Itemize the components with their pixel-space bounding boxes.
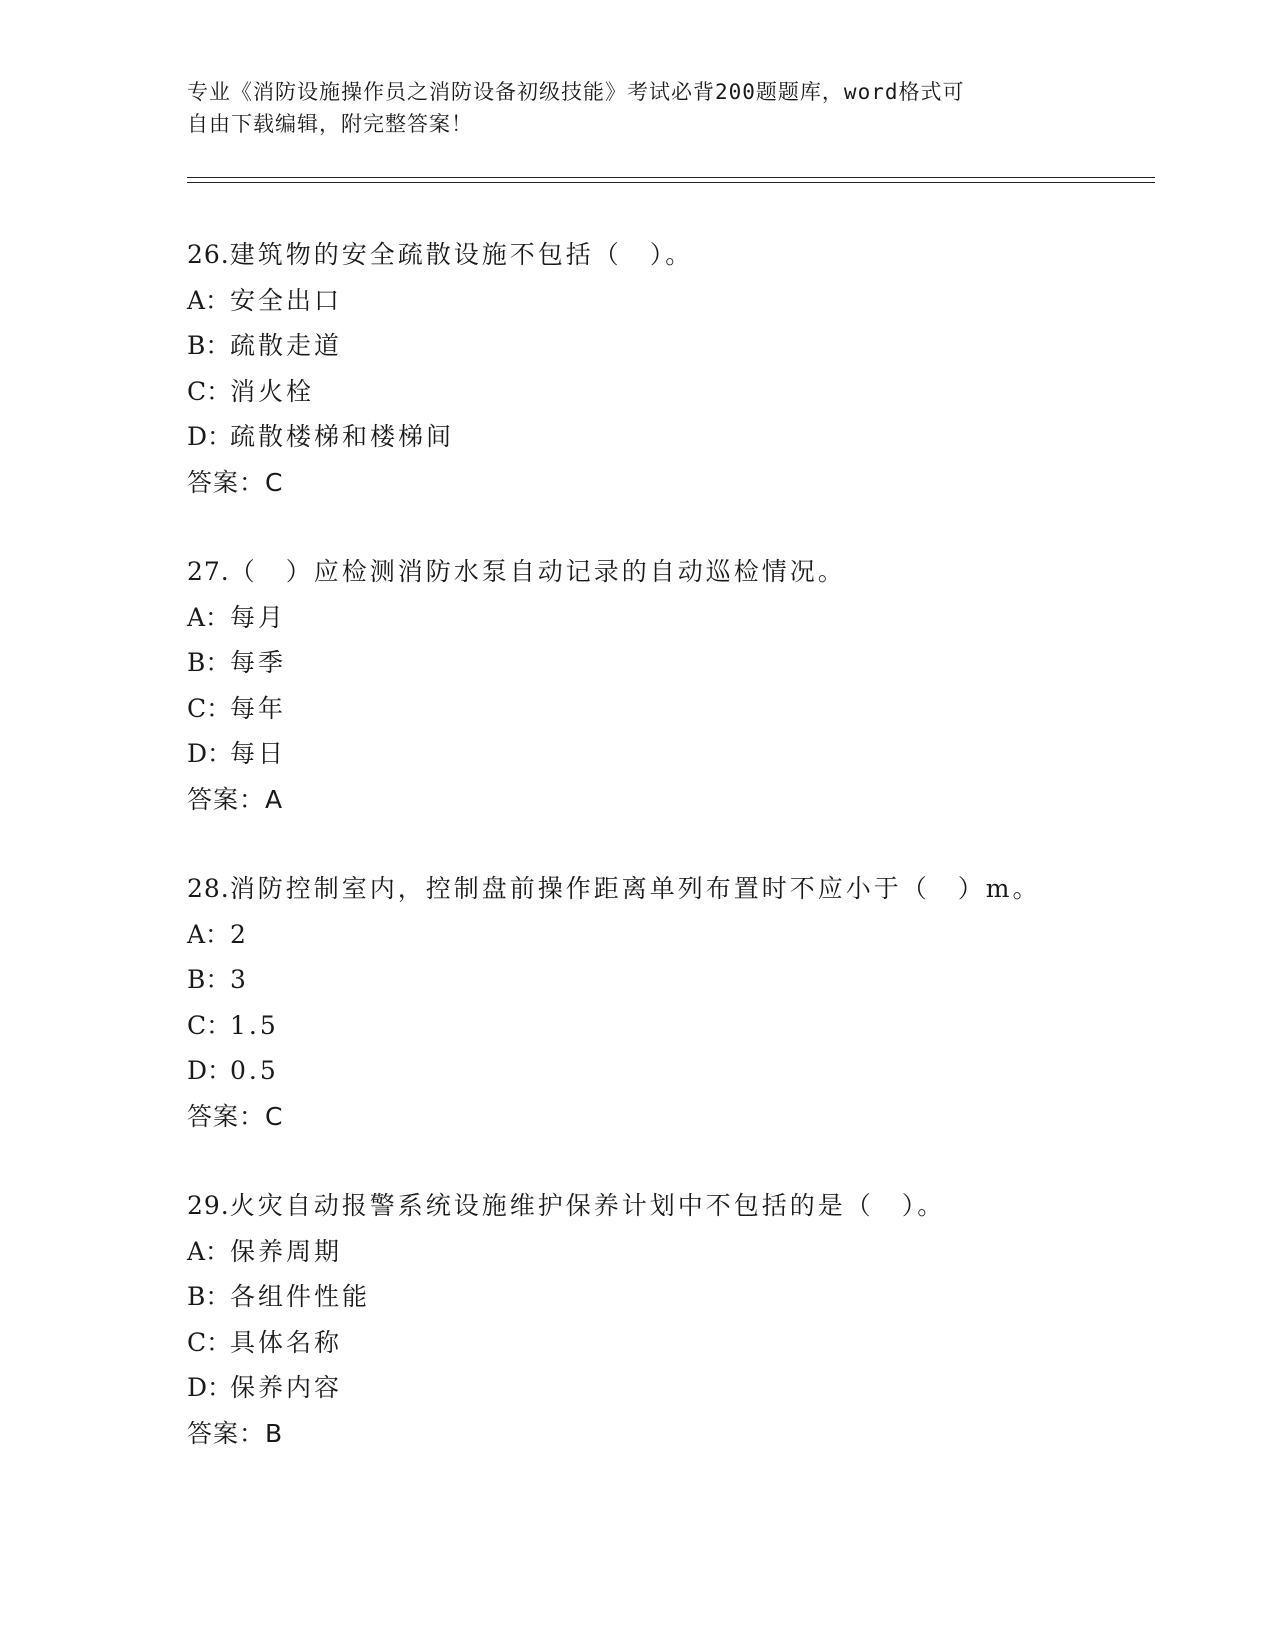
option-text: 疏散楼梯和楼梯间: [230, 422, 455, 451]
answer: 答案：C: [187, 1101, 284, 1131]
question-29: [187, 1183, 1147, 1456]
question-27: [187, 549, 1147, 822]
option-a: [187, 278, 1147, 324]
option-text: 1.5: [230, 1010, 279, 1040]
question-stem: [187, 866, 1147, 912]
question-number: 27.: [187, 557, 230, 586]
question-28: [187, 866, 1147, 1139]
option-key: C：: [187, 693, 232, 723]
option-c: [187, 1320, 1147, 1366]
question-stem: [187, 549, 1147, 595]
option-a: [187, 1229, 1147, 1275]
option-text: 具体名称: [230, 1327, 343, 1357]
option-text: 每日: [230, 739, 287, 768]
question-number: 29.: [187, 1191, 230, 1220]
option-b: [187, 640, 1147, 686]
header-divider-bottom: [187, 182, 1155, 183]
question-stem: [187, 1183, 1147, 1229]
option-key: C：: [187, 1010, 232, 1040]
option-c: [187, 686, 1147, 732]
option-key: D：: [187, 422, 233, 451]
option-key: B：: [187, 648, 231, 677]
option-key: C：: [187, 1327, 232, 1357]
option-key: A：: [187, 1236, 231, 1266]
option-key: D：: [187, 1056, 233, 1085]
option-a: [187, 595, 1147, 641]
option-text: 3: [230, 965, 249, 994]
question-number: 28.: [187, 874, 230, 903]
option-text: 每季: [230, 648, 287, 677]
question-26: [187, 232, 1147, 505]
option-key: C：: [187, 376, 232, 406]
option-key: D：: [187, 739, 233, 768]
option-key: B：: [187, 1282, 231, 1311]
option-c: [187, 1003, 1147, 1049]
question-text: 建筑物的安全疏散设施不包括（ ）。: [229, 240, 694, 269]
option-d: [187, 1048, 1147, 1094]
question-text: 火灾自动报警系统设施维护保养计划中不包括的是（ ）。: [229, 1191, 946, 1220]
option-text: 每月: [230, 602, 287, 632]
header-line-1: 专业《消防设施操作员之消防设备初级技能》考试必背200题题库，word格式可: [187, 80, 965, 104]
document-header: [187, 76, 1077, 140]
option-d: [187, 1365, 1147, 1411]
option-text: 疏散走道: [230, 331, 343, 360]
header-line-2: 自由下载编辑，附完整答案！: [187, 112, 473, 136]
option-b: [187, 957, 1147, 1003]
answer: 答案：B: [187, 1418, 284, 1448]
option-text: 保养内容: [230, 1373, 343, 1402]
option-d: [187, 414, 1147, 460]
answer: 答案：C: [187, 467, 284, 497]
header-divider-top: [187, 177, 1155, 178]
option-key: B：: [187, 331, 231, 360]
option-d: [187, 731, 1147, 777]
option-key: A：: [187, 285, 231, 315]
option-key: A：: [187, 602, 231, 632]
option-text: 每年: [230, 693, 287, 723]
answer: 答案：A: [187, 784, 284, 814]
option-text: 安全出口: [230, 285, 343, 315]
option-text: 0.5: [230, 1056, 279, 1085]
question-number: 26.: [187, 240, 230, 269]
option-key: D：: [187, 1373, 233, 1402]
question-text: （ ）应检测消防水泵自动记录的自动巡检情况。: [229, 557, 846, 586]
option-b: [187, 323, 1147, 369]
option-key: A：: [187, 919, 231, 949]
question-stem: [187, 232, 1147, 278]
question-text: 消防控制室内，控制盘前操作距离单列布置时不应小于（ ）m。: [229, 874, 1041, 903]
option-c: [187, 369, 1147, 415]
option-text: 各组件性能: [230, 1282, 371, 1311]
option-b: [187, 1274, 1147, 1320]
option-a: [187, 912, 1147, 958]
option-key: B：: [187, 965, 231, 994]
option-text: 消火栓: [230, 376, 315, 406]
option-text: 2: [230, 919, 249, 949]
option-text: 保养周期: [230, 1236, 343, 1266]
